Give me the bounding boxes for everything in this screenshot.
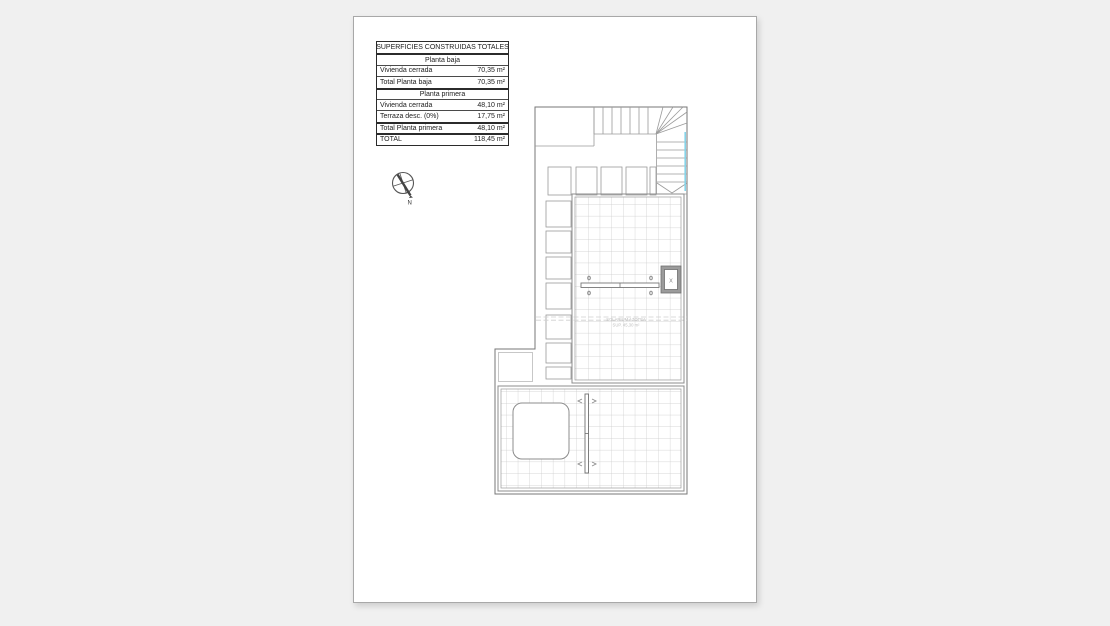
section-header-text: Planta primera [419, 90, 466, 98]
pergola-beams-top [548, 167, 656, 195]
total-value: 118,45 m² [474, 136, 505, 144]
areas-table-title-text: SUPERFICIES CONSTRUIDAS TOTALES [376, 44, 509, 52]
section-header-text: Planta baja [424, 56, 461, 64]
ac-unit [661, 266, 681, 293]
north-arrow-icon [390, 170, 416, 207]
row-label: Total Planta baja [380, 78, 432, 86]
drawing-sheet [353, 16, 757, 603]
annotation-line1: SOLARIUM AZOTEA [606, 317, 646, 322]
row-label: Terraza desc. (0%) [380, 113, 439, 121]
ac-unit-label: X [669, 278, 673, 285]
row-label: Total Planta primera [380, 124, 443, 132]
interior-lines [535, 107, 594, 146]
row-label: Vivienda cerrada [380, 101, 433, 109]
total-label: TOTAL [380, 136, 402, 144]
row-value: 70,35 m² [477, 78, 505, 86]
roof-plan-drawing [354, 17, 758, 604]
row-label: Vivienda cerrada [380, 67, 433, 75]
skylight [513, 403, 569, 459]
annotation-line2: SUP. 45,30 m² [612, 322, 640, 328]
row-value: 48,10 m² [477, 124, 505, 132]
row-value: 17,75 m² [477, 113, 505, 121]
row-value: 48,10 m² [477, 101, 505, 109]
pergola-beams-left [546, 201, 571, 379]
north-label: N [407, 200, 412, 207]
staircase [594, 107, 687, 194]
row-value: 70,35 m² [477, 67, 505, 75]
